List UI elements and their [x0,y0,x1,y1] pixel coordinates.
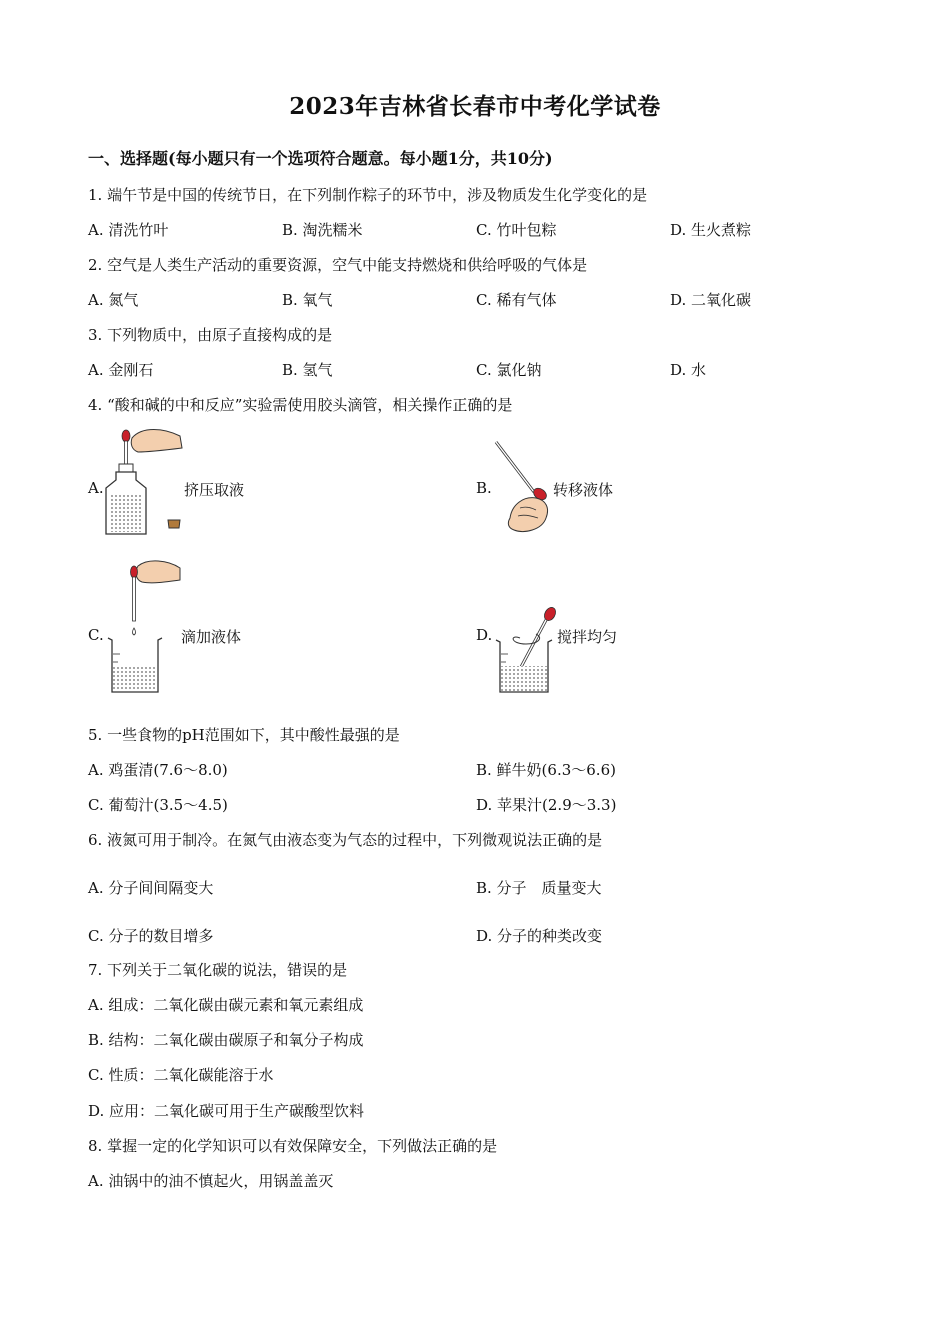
q2-option-b[interactable]: B. 氧气 [282,291,333,309]
q6-option-c[interactable]: C. 分子的数目增多 [88,927,214,945]
question-2-stem: 2. 空气是人类生产活动的重要资源，空气中能支持燃烧和供给呼吸的气体是 [88,256,588,274]
beaker-stirring-figure [492,604,564,696]
question-8-stem: 8. 掌握一定的化学知识可以有效保障安全，下列做法正确的是 [88,1137,498,1155]
q4-option-b-letter[interactable]: B. [476,479,492,497]
q7-option-c[interactable]: C. 性质：二氧化碳能溶于水 [88,1066,274,1084]
q1-option-c[interactable]: C. 竹叶包粽 [476,221,557,239]
q5-option-a[interactable]: A. 鸡蛋清(7.6～8.0) [88,761,228,779]
page-title: 2023年吉林省长春市中考化学试卷 [289,93,661,120]
q7-option-d[interactable]: D. 应用：二氧化碳可用于生产碳酸型饮料 [88,1102,365,1120]
q3-option-c[interactable]: C. 氯化钠 [476,361,542,379]
q4-option-d-caption: 搅拌均匀 [557,628,618,646]
q5-option-b[interactable]: B. 鲜牛奶(6.3～6.6) [476,761,616,779]
q1-option-d[interactable]: D. 生火煮粽 [670,221,752,239]
question-3-stem: 3. 下列物质中，由原子直接构成的是 [88,326,333,344]
q1-option-a[interactable]: A. 清洗竹叶 [88,221,169,239]
q6-option-a[interactable]: A. 分子间间隔变大 [88,879,214,897]
reagent-bottle-dropper-figure [102,422,192,538]
q4-option-c-letter[interactable]: C. [88,626,104,644]
q7-option-a[interactable]: A. 组成：二氧化碳由碳元素和氧元素组成 [88,996,364,1014]
q3-option-b[interactable]: B. 氢气 [282,361,333,379]
q4-option-a-caption: 挤压取液 [184,481,245,499]
q5-option-d[interactable]: D. 苹果汁(2.9～3.3) [476,796,617,814]
q3-option-a[interactable]: A. 金刚石 [88,361,154,379]
beaker-dropping-figure [104,558,184,696]
question-4-stem: 4. “酸和碱的中和反应”实验需使用胶头滴管，相关操作正确的是 [88,396,513,414]
q7-option-b[interactable]: B. 结构：二氧化碳由碳原子和氧分子构成 [88,1031,364,1049]
q6-option-b[interactable]: B. 分子 质量变大 [476,879,602,897]
q1-option-b[interactable]: B. 淘洗糯米 [282,221,363,239]
q4-option-a-letter[interactable]: A. [88,479,104,497]
q5-option-c[interactable]: C. 葡萄汁(3.5～4.5) [88,796,228,814]
question-1-stem: 1. 端午节是中国的传统节日，在下列制作粽子的环节中，涉及物质发生化学变化的是 [88,186,648,204]
q2-option-d[interactable]: D. 二氧化碳 [670,291,752,309]
q4-option-d-letter[interactable]: D. [476,626,493,644]
q3-option-d[interactable]: D. 水 [670,361,707,379]
q6-option-d[interactable]: D. 分子的种类改变 [476,927,603,945]
q4-option-b-caption: 转移液体 [553,481,614,499]
q2-option-a[interactable]: A. 氮气 [88,291,139,309]
question-7-stem: 7. 下列关于二氧化碳的说法，错误的是 [88,961,348,979]
question-5-stem: 5. 一些食物的pH范围如下，其中酸性最强的是 [88,726,400,744]
section-heading: 一、选择题(每小题只有一个选项符合题意。每小题1分，共10分) [88,149,553,168]
q4-option-c-caption: 滴加液体 [181,628,242,646]
q8-option-a[interactable]: A. 油锅中的油不慎起火，用锅盖盖灭 [88,1172,334,1190]
tilted-dropper-hand-figure [490,438,560,538]
question-6-stem: 6. 液氮可用于制冷。在氮气由液态变为气态的过程中，下列微观说法正确的是 [88,831,603,849]
q2-option-c[interactable]: C. 稀有气体 [476,291,557,309]
